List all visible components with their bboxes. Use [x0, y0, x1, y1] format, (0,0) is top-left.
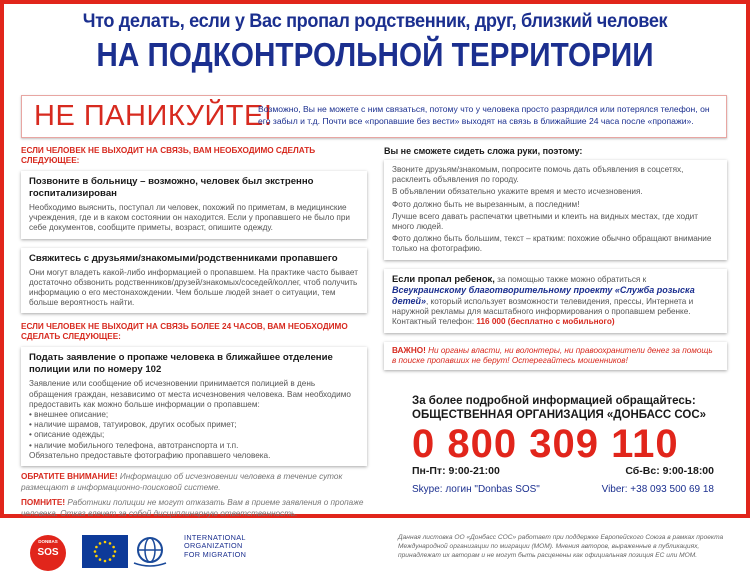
title-line-1: Что делать, если у Вас пропал родственник, друг, близкий человек: [82, 10, 668, 32]
warning-remember: [21, 498, 367, 519]
sos-logo-top: DONBAS: [38, 539, 58, 544]
contact-block: [412, 394, 728, 495]
list-item: • наличие шрамов, татуировок, других особых примет;: [29, 420, 359, 430]
section2-heading: ЕСЛИ ЧЕЛОВЕК НЕ ВЫХОДИТ НА СВЯЗЬ БОЛЕЕ 24 ЧАСОВ, ВАМ НЕОБХОДИМО СДЕЛАТЬ СЛЕДУЮЩЕЕ:: [21, 322, 348, 342]
important-label: ВАЖНО!: [392, 345, 426, 355]
viber-contact[interactable]: Viber: +38 093 500 69 18: [601, 484, 714, 495]
title-line-2: НА ПОДКОНТРОЛЬНОЙ ТЕРРИТОРИИ: [96, 36, 654, 73]
hours-weekdays: Пн-Пт: 9:00-21:00: [412, 465, 500, 477]
panic-banner: [21, 95, 727, 138]
card-police-outro: Обязательно предоставьте фотографию пропавшего человека.: [29, 450, 271, 460]
left-column: [21, 146, 367, 519]
card-child-text2: , который использует возможности телевидения, прессы, Интернета и наружной рекламы для масштабного информирования о пропавшем ребенке.: [392, 297, 694, 317]
iom-line: INTERNATIONAL: [184, 533, 246, 542]
iom-line: ORGANIZATION: [184, 541, 243, 551]
list-item: • описание одежды;: [29, 430, 359, 440]
warning-attention-label: ОБРАТИТЕ ВНИМАНИЕ!: [21, 472, 118, 482]
card-hospital-title: Позвоните в больницу – возможно, человек был экстренно госпитализирован: [29, 176, 314, 199]
skype-contact[interactable]: Skype: логин "Donbas SOS": [412, 484, 540, 495]
warning-remember-text: Работники полиции не могут отказать Вам в приеме заявления о пропаже человека. Отказ влечет за собой дисциплинарную ответственность.: [21, 498, 364, 518]
card-police: [21, 347, 367, 466]
card-child: [384, 269, 727, 333]
actions-line: Фото должно быть не вырезанным, а последним!: [392, 199, 580, 209]
list-item: • внешнее описание;: [29, 410, 359, 420]
card-child-org: Всеукраинскому благотворительному проекту «Служба розыска детей»: [392, 284, 695, 307]
warning-remember-label: ПОМНИТЕ!: [21, 498, 66, 508]
card-police-title: Подать заявление о пропаже человека в ближайшее отделение полиции или по номеру 102: [29, 352, 333, 376]
right-section-heading: Вы не сможете сидеть сложа руки, поэтому:: [384, 146, 583, 156]
card-friends-title: Свяжитесь с друзьями/знакомыми/родственниками пропавшего: [29, 252, 338, 264]
actions-line: В объявлении обязательно укажите время и место исчезновения.: [392, 187, 643, 197]
actions-line: Фото должно быть большим, текст – кратким: похожие обычно обращают внимание только на фотографию.: [392, 234, 712, 254]
card-police-list: [29, 410, 359, 451]
sos-logo-text: SOS: [37, 547, 59, 558]
iom-globe-icon: [130, 535, 170, 569]
card-child-phone-label: Контактный телефон:: [392, 317, 475, 327]
card-important: [384, 342, 727, 370]
eu-flag-icon: [82, 535, 128, 568]
card-child-lead: Если пропал ребенок,: [392, 272, 495, 284]
actions-line: Звоните друзьям/знакомым, попросите помочь дать объявления в соцсетях, расклеить объявления по городу.: [392, 165, 684, 185]
contact-org: ОБЩЕСТВЕННАЯ ОРГАНИЗАЦИЯ «ДОНБАСС СОС»: [412, 409, 707, 421]
iom-wordmark: [184, 534, 246, 559]
working-hours: [412, 465, 714, 477]
right-column: [384, 146, 727, 370]
panic-text: Возможно, Вы не можете с ним связаться, потому что у человека просто разрядился или потерялся телефон, он его забыл и т.д. Почти все «пропавшие без вести» выходят на связь в ближайшие 24 часа после «пропажи».: [258, 104, 710, 126]
hours-weekend: Сб-Вс: 9:00-18:00: [625, 465, 714, 477]
warning-attention-text: Информацию об исчезновении человека в течение суток размещают в информационно-поисковой системе.: [21, 472, 343, 492]
card-hospital: [21, 171, 367, 239]
section1-heading: ЕСЛИ ЧЕЛОВЕК НЕ ВЫХОДИТ НА СВЯЗЬ, ВАМ НЕОБХОДИМО СДЕЛАТЬ СЛЕДУЮЩЕЕ:: [21, 146, 316, 165]
iom-line: FOR MIGRATION: [184, 549, 247, 559]
card-friends-text: Они могут владеть какой-либо информацией о пропавшем. На практике часто бывает достаточно обзвонить родственников/друзей/знакомых/соседей/коллег, чтоб получить информацию о его местонахождении. Чем больше людей знает о ситуации, тем больше вероятность найти.: [29, 267, 358, 308]
hotline-number[interactable]: 0 800 309 110: [412, 422, 679, 466]
messenger-contacts: [412, 484, 714, 495]
warning-attention: [21, 472, 367, 493]
card-actions: [384, 160, 727, 260]
panic-title: НЕ ПАНИКУЙТЕ!: [34, 100, 273, 132]
donbas-sos-logo: [30, 535, 66, 571]
important-text: [392, 346, 719, 366]
card-child-text1: за помощью также можно обратиться к: [497, 274, 647, 284]
list-item: • наличие мобильного телефона, автотранспорта и т.п.: [29, 441, 359, 451]
card-child-phone: 116 000 (бесплатно с мобильного): [476, 317, 615, 327]
card-child-text: [392, 274, 719, 328]
card-friends: [21, 248, 367, 314]
actions-line: Лучше всего давать распечатки цветными и клеить на видных местах, где ходит много людей.: [392, 211, 698, 232]
important-body: Ни органы власти, ни волонтеры, ни правоохранители денег за помощь в поиске пропавших не берут! Остерегайтесь мошенников!: [392, 345, 713, 365]
card-police-intro: Заявление или сообщение об исчезновении принимается полицией в день обращения граждан, независимо от места исчезновения человека. Вам необходимо предоставить как можно больше информации о пропавшем:: [29, 379, 351, 409]
footer-disclaimer: Данная листовка ОО «Донбасс СОС» работает при поддержке Европейского Союза в рамках проекта Международной организации по миграции (МОМ). Мнения авторов, выраженные в публикациях, принадлежат их авторам и не могут быть расценены как официальная позиция ЕС или МОМ.: [398, 534, 724, 559]
card-hospital-text: Необходимо выяснить, поступал ли человек, похожий по приметам, в медицинские учреждения, где и в каком состоянии он находится. Если у пропавшего не было при себе документов, сообщите приметы, возраст, опишите одежду.: [29, 203, 350, 233]
contact-heading: За более подробной информацией обращайтесь:: [412, 395, 696, 407]
